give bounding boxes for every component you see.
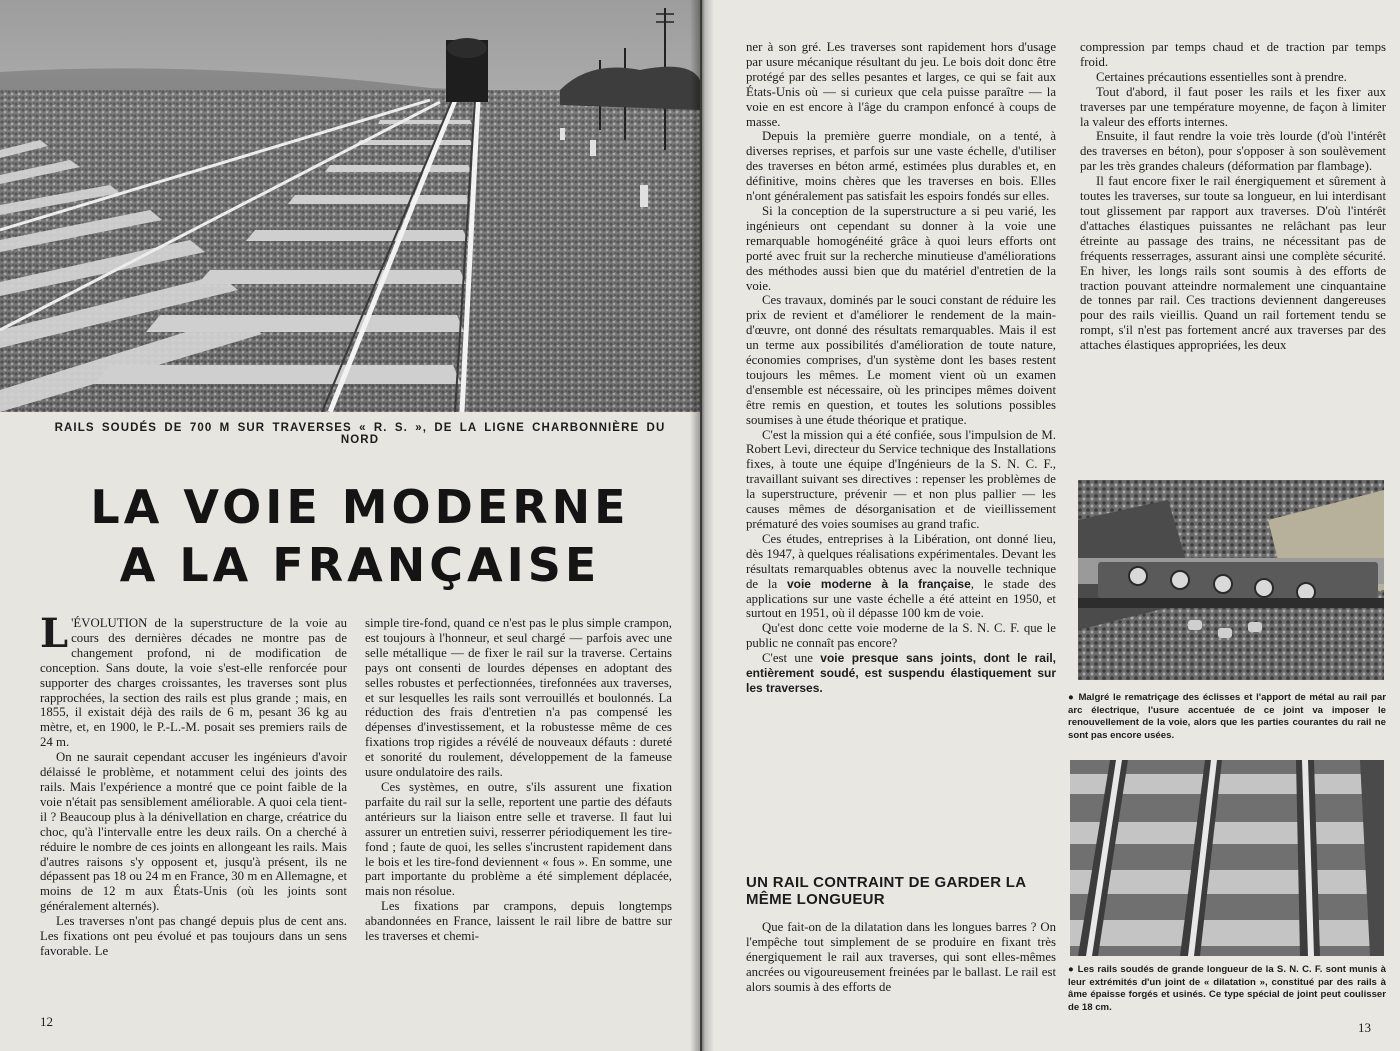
railway-track-photo bbox=[0, 0, 700, 412]
text-column-3 bbox=[746, 40, 1056, 696]
paragraph: simple tire-fond, quand ce n'est pas le plus simple crampon, est toujours à l'honneur, et seul chargé — parfois avec une selle métallique — de fixer le rail sur la traverse. Certains pays ont consenti de lourdes dépenses en adoptant des selles robustes et perfectionnées, tirefonnées aux traverses, et sur lesquelles les rails sont verrouillés et boulonnés. La réduction des frais d'entretien n'a pas compensé les dépenses d'investissement, et la robustesse même de ces fixations trop rigides a révélé de nouveaux défauts : dureté et sonorité du roulement, développement de la fameuse usure ondulatoire des rails. bbox=[365, 616, 672, 780]
book-gutter bbox=[690, 0, 714, 1051]
paragraph: Ensuite, il faut rendre la voie très lourde (d'où l'intérêt des traverses en béton), pour s'opposer à son soulèvement par les très grandes chaleurs (déformation par flambage). bbox=[1080, 129, 1386, 174]
photo-caption-expansion: ● Les rails soudés de grande longueur de la S. N. C. F. sont munis à leur extrémités d'un joint de « dilatation », constitué par des rails à âme épaisse forgés et usinés. Ce type spécial de joint peut coulisser de 18 cm. bbox=[1068, 964, 1386, 1013]
paragraph: Si la conception de la superstructure a si peu varié, les ingénieurs ont cependant su donner à la voie une remarquable homogénéité grâce à quoi leurs efforts ont porté avec fruit sur la recherche minutieuse d'améliorations des méthodes aussi bien que du matériel d'entretien de la voie. bbox=[746, 203, 1056, 293]
paragraph: Qu'est donc cette voie moderne de la S. N. C. F. que le public ne connaît pas encore? bbox=[746, 621, 1056, 651]
paragraph: Depuis la première guerre mondiale, on a tenté, à diverses reprises, et parfois sur une vaste échelle, d'utiliser des traverses en béton armé, estimées plus durables et, en définitive, moins chères que les traverses en bois. Elles n'ont généralement pas satisfait les espoirs fondés sur elles. bbox=[746, 129, 1056, 204]
paragraph: L 'ÉVOLUTION de la superstructure de la voie au cours des dernières décades ne montre pas de changement profond, ni de modification de conception. Sans doute, la voie s'est-elle renforcée pour supporter des charges croissantes, les traverses sont plus rapprochées, la section des rails est plus grande ; mais, en 1855, il existait déjà des rails de 6 m, pesant 36 kg au mètre, et, en 1900, le P.-L.-M. posait ses premiers rails de 24 m. bbox=[40, 610, 347, 750]
title-line-2: A LA FRANÇAISE bbox=[119, 538, 601, 592]
expansion-joint-photo bbox=[1070, 760, 1384, 956]
text-column-4 bbox=[1080, 40, 1386, 353]
paragraph: compression par temps chaud et de traction par temps froid. bbox=[1080, 40, 1386, 69]
paragraph: Ces travaux, dominés par le souci constant de réduire les prix de revient et d'améliorer le rendement de la main-d'œuvre, ont donné des résultats remarquables. Mais il est un terme aux possibilités d'amélioration de toute nature, économies comprises, d'un système dont les bases restent toujours les mêmes. Le moment vient où un examen d'ensemble est nécessaire, où les principes mêmes doivent être remis en question, et toutes les solutions possibles soumises à une étude théorique et pratique. bbox=[746, 293, 1056, 427]
paragraph: Que fait-on de la dilatation dans les longues barres ? On l'empêche tout simplement de se produire en fixant très énergiquement le rail aux traverses, qui sont elles-mêmes ancrées ou vigoureusement freinées par le ballast. Le rail est alors soumis à des efforts de bbox=[746, 920, 1056, 994]
paragraph: ner à son gré. Les traverses sont rapidement hors d'usage par usure mécanique résultant du jeu. Le bois doit donc être protégé par des selles pesantes et larges, ce qui se fait aux États-Unis où — si curieux que cela puisse paraître — la voie en est encore à l'âge du crampon enfoncé à coups de masse. bbox=[746, 40, 1056, 129]
paragraph: Les traverses n'ont pas changé depuis plus de cent ans. Les fixations ont peu évolué et pas toujours dans un sens favorable. Le bbox=[40, 914, 347, 958]
page-number-right: 13 bbox=[1358, 1020, 1371, 1035]
section-heading: UN RAIL CONTRAINT DE GARDER LA MÊME LONGUEUR bbox=[746, 874, 1026, 908]
text-column-1 bbox=[40, 610, 347, 959]
paragraph: C'est une voie presque sans joints, dont le rail, entièrement soudé, est suspendu élastiquement sur les traverses. bbox=[746, 651, 1056, 695]
paragraph: Ces systèmes, en outre, s'ils assurent une fixation parfaite du rail sur la selle, reportent une partie des défauts antérieurs sur la liaison entre selle et traverse. Il faut lui assurer un entretien suivi, resserrer périodiquement les tire-fond ; faute de quoi, les selles s'incrustent rapidement dans le bois et les tire-fond deviennent « fous ». En somme, une part importante du problème a été simplement déplacée, mais non résolue. bbox=[365, 779, 672, 899]
paragraph: On ne saurait cependant accuser les ingénieurs d'avoir délaissé le problème, et notamment celui des joints des rails. Mais l'expérience a montré que ce point faible de la voie n'était pas sensiblement améliorable. A quoi cela tient-il ? Beaucoup plus à la dénivellation en charge, créatrice du choc, qu'à l'intervalle entre les deux rails. On a cherché à réduire le nombre de ces joints en allongeant les rails. Mais d'autres raisons s'y opposent et, jusqu'à présent, ils ne dépassent pas 18 ou 24 m en France, 30 m en Allemagne, et moins de 12 m aux États-Unis (où les joints sont généralement alternés). bbox=[40, 750, 347, 914]
paragraph: C'est la mission qui a été confiée, sous l'impulsion de M. Robert Levi, directeur du Service technique des Installations fixes, à toute une équipe d'Ingénieurs de la S. N. C. F., travaillant suivant ses directives : repenser les problèmes de la superstructure, prévenir — et non plus pallier — les causes mêmes de désorganisation et de vieillissement prématuré des voies soumises au grand trafic. bbox=[746, 427, 1056, 531]
photo-caption: RAILS SOUDÉS DE 700 M SUR TRAVERSES « R. S. », DE LA LIGNE CHARBONNIÈRE DU NORD bbox=[54, 422, 666, 446]
drop-cap: L bbox=[40, 610, 69, 657]
title-line-1: LA VOIE MODERNE bbox=[90, 480, 630, 534]
text-column-3-continued bbox=[746, 920, 1056, 995]
bold-phrase: voie presque sans joints, dont le rail, entièrement soudé, est suspendu élastiquement sur les traverses. bbox=[746, 651, 1056, 695]
paragraph: Certaines précautions essentielles sont à prendre. bbox=[1096, 69, 1347, 84]
article-title bbox=[80, 478, 640, 594]
page-number-left: 12 bbox=[40, 1014, 53, 1029]
paragraph: Les fixations par crampons, depuis longtemps abandonnées en France, laissent le rail libre de battre sur les traverses et chemi- bbox=[365, 899, 672, 944]
bold-phrase: voie moderne à la française bbox=[786, 576, 971, 591]
rail-joint-photo bbox=[1078, 480, 1384, 680]
photo-caption-joint: ● Malgré le rematriçage des éclisses et l'apport de métal au rail par arc électrique, l'usure accentuée de ce joint va imposer le renouvellement de la voie, alors que les parties courantes du rail ne sont pas encore usées. bbox=[1068, 692, 1386, 741]
paragraph: Il faut encore fixer le rail énergiquement et sûrement à toutes les traverses, sur toute sa longueur, en lui interdisant tout glissement par rapport aux traverses. D'où l'intérêt d'attaches élastiques puissantes ne relâchant pas leur étreinte au passage des trains, ne nécessitant pas de fréquents resserrages, assurant ainsi une complète sécurité. En hiver, les longs rails sont soumis à des efforts de traction pouvant atteindre normalement une cinquantaine de tonnes par rail. Ces tractions deviennent dangereuses pour des rails vieillis. Quand un rail fortement tendu se rompt, s'il n'est pas fortement ancré aux traverses par des attaches élastiques appropriées, les deux bbox=[1080, 174, 1386, 353]
paragraph: Tout d'abord, il faut poser les rails et les fixer aux traverses par une température moyenne, de façon à limiter la valeur des efforts internes. bbox=[1080, 84, 1386, 129]
paragraph: Ces études, entreprises à la Libération, ont donné lieu, dès 1947, à quelques réalisations expérimentales. Devant les résultats remarquables obtenus avec la nouvelle technique de la voie moderne à la française, le stade des applications sur une vaste échelle a été atteint en 1950, et surtout en 1951, où il dépasse 100 km de voie. bbox=[746, 531, 1056, 621]
text-column-2 bbox=[365, 616, 672, 944]
